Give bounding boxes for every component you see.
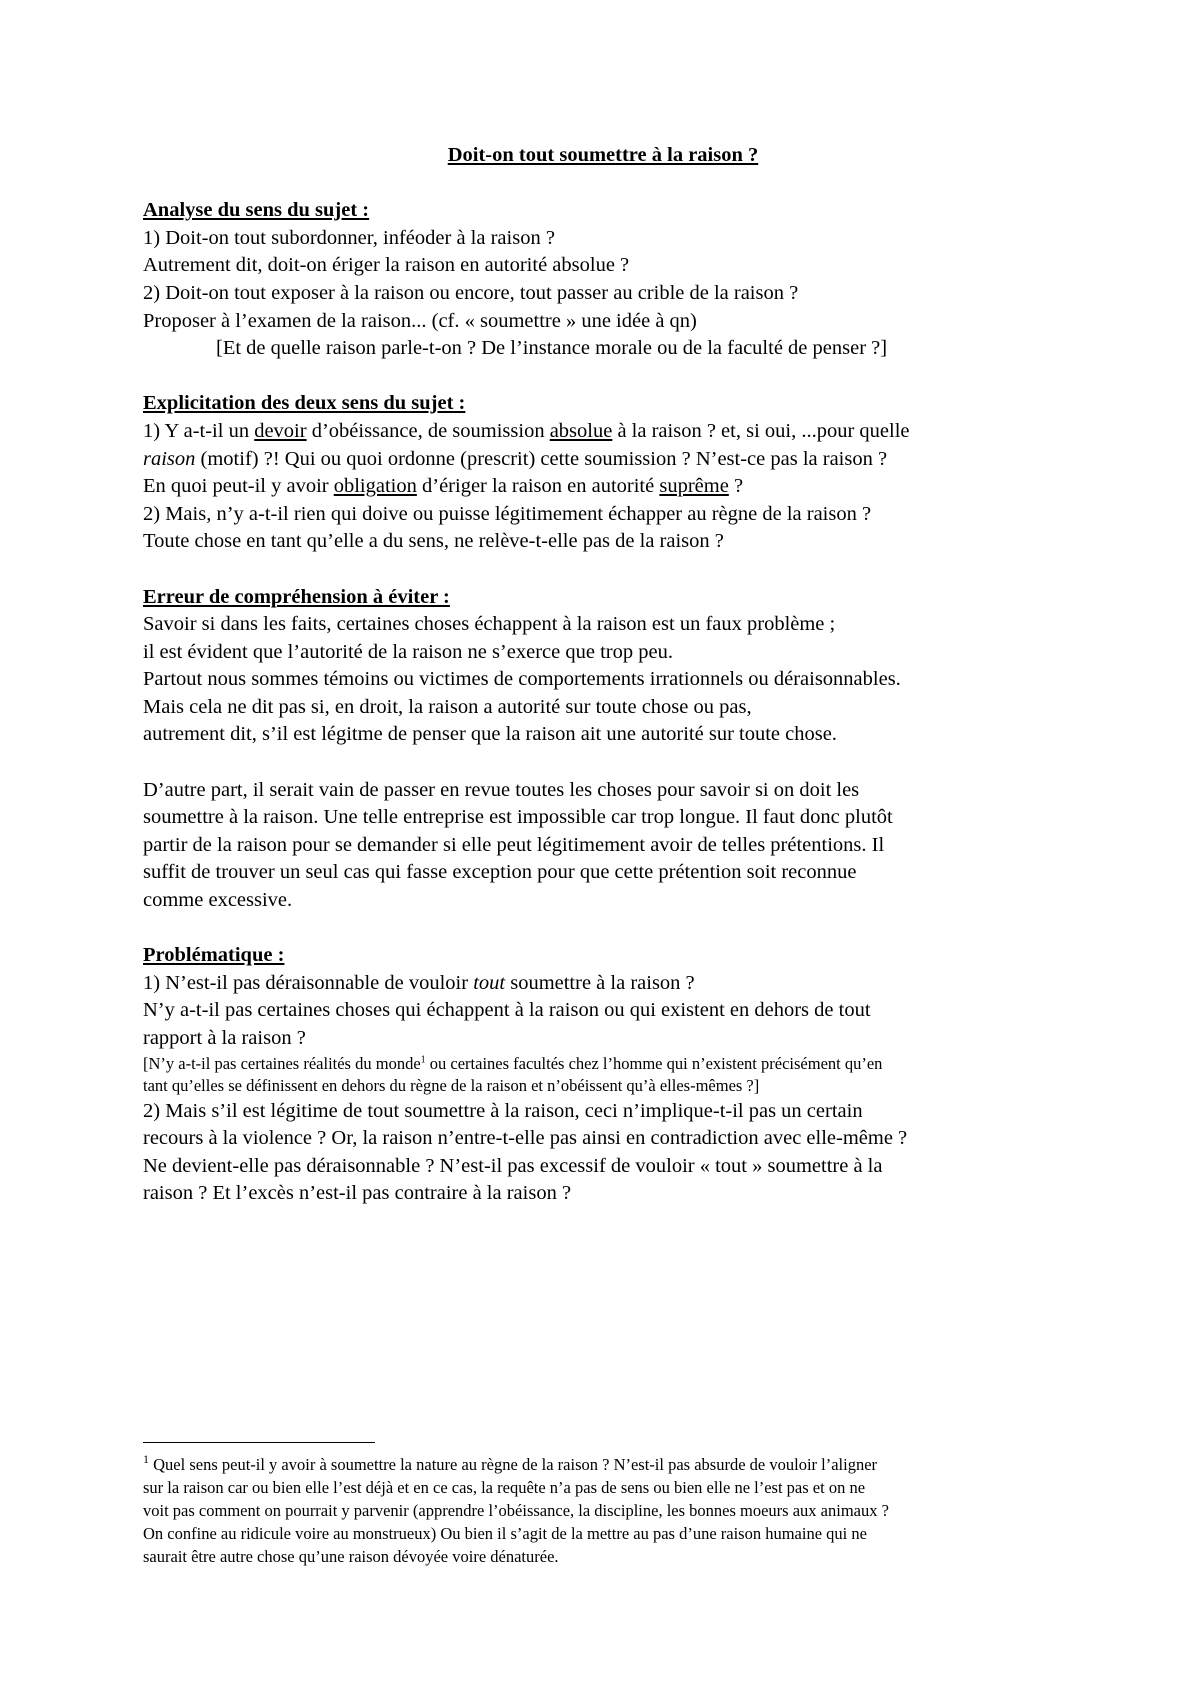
text-line: 1) Doit-on tout subordonner, inféoder à la raison ?	[143, 226, 555, 249]
spacer	[143, 363, 1063, 391]
text-line: il est évident que l’autorité de la raison ne s’exerce que trop peu.	[143, 640, 673, 663]
text-line: 2) Mais s’il est légitime de tout soumettre à la raison, ceci n’implique-t-il pas un certain	[143, 1099, 863, 1122]
text-span: (motif) ?! Qui ou quoi ordonne (prescrit) cette soumission ? N’est-ce pas la raison ?	[195, 447, 888, 470]
paragraph-line: soumettre à la raison. Une telle entreprise est impossible car trop longue. Il faut donc plutôt	[143, 806, 893, 829]
footnote-reference[interactable]: 1	[420, 1054, 426, 1066]
spacer	[143, 749, 1063, 777]
document-body	[143, 142, 1063, 1208]
underlined-word-devoir: devoir	[254, 419, 307, 442]
paragraph-line: D’autre part, il serait vain de passer en revue toutes les choses pour savoir si on doit les	[143, 778, 860, 801]
indented-note: [Et de quelle raison parle-t-on ? De l’instance morale ou de la faculté de penser ?]	[216, 337, 888, 360]
section-problematique	[143, 942, 1063, 1208]
footnote-line: voit pas comment on pourrait y parvenir (apprendre l’obéissance, la discipline, les bonnes moeurs aux animaux ?	[143, 1501, 889, 1520]
text-span: à la raison ? et, si oui, ...pour quelle	[612, 419, 910, 442]
text-span: ?	[728, 475, 744, 498]
text-span: En quoi peut-il y avoir	[143, 475, 334, 498]
text-line: raison ? Et l’excès n’est-il pas contraire à la raison ?	[143, 1182, 572, 1205]
text-span: d’ériger la raison en autorité	[416, 475, 660, 498]
footnote-line	[143, 1453, 1068, 1476]
text-line: 2) Mais, n’y a-t-il rien qui doive ou puisse légitimement échapper au règne de la raison ?	[143, 502, 872, 525]
paragraph-line: partir de la raison pour se demander si elle peut légitimement avoir de telles prétentions. Il	[143, 833, 885, 856]
text-line	[143, 473, 1063, 501]
text-span: d’obéissance, de soumission	[306, 419, 550, 442]
section-erreur	[143, 584, 1063, 915]
text-line: 2) Doit-on tout exposer à la raison ou encore, tout passer au crible de la raison ?	[143, 281, 799, 304]
underlined-word-obligation: obligation	[333, 475, 417, 498]
paragraph-line: comme excessive.	[143, 889, 293, 912]
section-heading-explicitation: Explicitation des deux sens du sujet :	[143, 392, 466, 415]
text-line	[143, 970, 1063, 998]
footnote-number: 1	[143, 1452, 149, 1466]
text-line: recours à la violence ? Or, la raison n’entre-t-elle pas ainsi en contradiction avec elle-même ?	[143, 1127, 908, 1150]
text-line: Partout nous sommes témoins ou victimes de comportements irrationnels ou déraisonnables.	[143, 668, 901, 691]
section-heading-analyse: Analyse du sens du sujet :	[143, 199, 370, 222]
text-span: Quel sens peut-il y avoir à soumettre la nature au règne de la raison ? N’est-il pas absurde de vouloir l’aligner	[149, 1455, 878, 1474]
paragraph-line: suffit de trouver un seul cas qui fasse exception pour que cette prétention soit reconnue	[143, 861, 857, 884]
text-span: ou certaines facultés chez l’homme qui n’existent précisément qu’en	[425, 1053, 883, 1073]
text-line	[143, 446, 1063, 474]
text-line: rapport à la raison ?	[143, 1027, 306, 1049]
spacer	[143, 556, 1063, 584]
text-line: Ne devient-elle pas déraisonnable ? N’est-il pas excessif de vouloir « tout » soumettre à la	[143, 1154, 883, 1177]
footnote-separator	[143, 1442, 375, 1443]
footnote-line: sur la raison car ou bien elle l’est déjà et en ce cas, la requête n’a pas de sens ou bien elle ne l’est pas et on ne	[143, 1478, 866, 1497]
underlined-word-supreme: suprême	[659, 475, 729, 498]
text-span: 1) N’est-il pas déraisonnable de vouloir	[143, 971, 474, 994]
text-line: autrement dit, s’il est légitme de penser que la raison ait une autorité sur toute chose.	[143, 723, 837, 746]
text-span: 1) Y a-t-il un	[143, 419, 255, 442]
small-note-line: tant qu’elles se définissent en dehors du règne de la raison et n’obéissent qu’à elles-mêmes ?]	[143, 1076, 760, 1096]
text-line: N’y a-t-il pas certaines choses qui échappent à la raison ou qui existent en dehors de tout	[143, 999, 871, 1022]
footnote-line: saurait être autre chose qu’une raison dévoyée voire dénaturée.	[143, 1547, 559, 1566]
text-line	[143, 418, 1063, 446]
text-line: Proposer à l’examen de la raison... (cf. « soumettre » une idée à qn)	[143, 309, 697, 332]
small-note-line	[143, 1053, 1063, 1076]
section-heading-problematique: Problématique :	[143, 944, 285, 967]
text-line: Mais cela ne dit pas si, en droit, la raison a autorité sur toute chose ou pas,	[143, 695, 752, 718]
page-title: Doit-on tout soumettre à la raison ?	[447, 144, 759, 166]
underlined-word-absolue: absolue	[549, 419, 613, 442]
italic-word-tout: tout	[473, 971, 506, 994]
italic-word-raison: raison	[143, 447, 196, 470]
text-line: Savoir si dans les faits, certaines choses échappent à la raison est un faux problème ;	[143, 613, 836, 636]
text-line: Toute chose en tant qu’elle a du sens, ne relève-t-elle pas de la raison ?	[143, 530, 724, 553]
footnote	[143, 1453, 1068, 1568]
text-span: soumettre à la raison ?	[505, 971, 695, 994]
text-span: [N’y a-t-il pas certaines réalités du monde	[143, 1053, 421, 1073]
spacer	[143, 170, 1063, 198]
section-heading-erreur: Erreur de compréhension à éviter :	[143, 585, 450, 608]
section-analyse	[143, 197, 1063, 363]
text-line: Autrement dit, doit-on ériger la raison en autorité absolue ?	[143, 254, 630, 277]
footnote-line: On confine au ridicule voire au monstrueux) Ou bien il s’agit de la mettre au pas d’une raison humaine qui ne	[143, 1524, 867, 1543]
section-explicitation	[143, 390, 1063, 556]
spacer	[143, 915, 1063, 943]
